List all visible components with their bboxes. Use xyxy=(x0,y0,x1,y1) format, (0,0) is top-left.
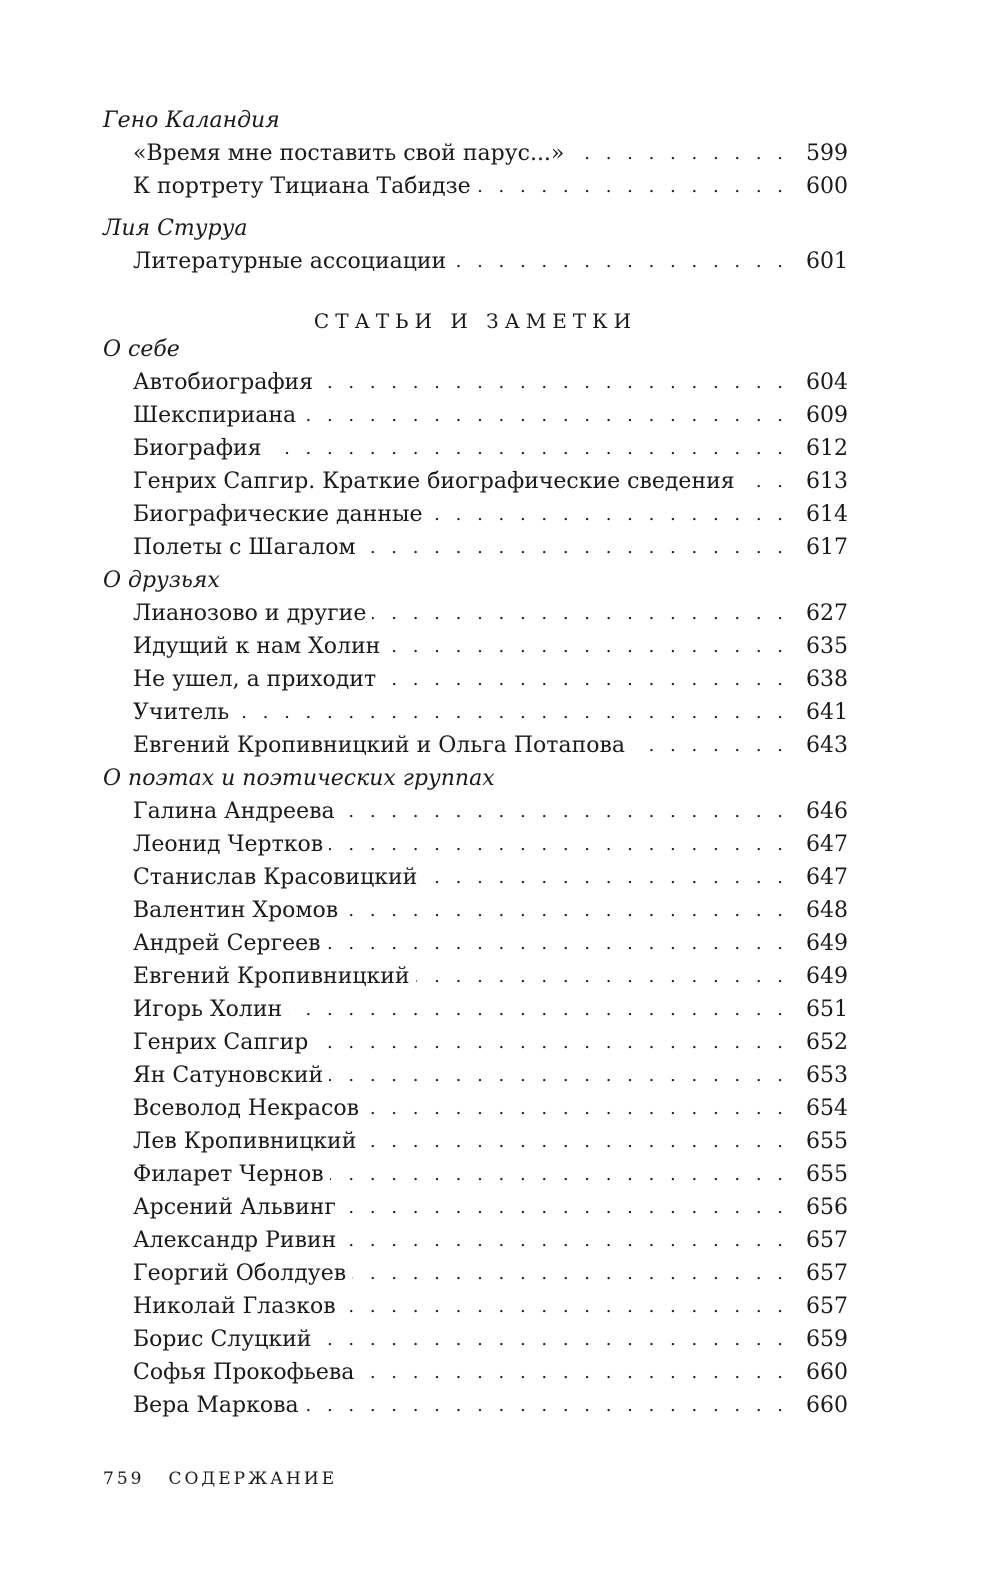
toc-entry[interactable] xyxy=(103,170,848,203)
entry-page-number: 600 xyxy=(806,174,848,199)
toc-entry[interactable] xyxy=(103,1059,848,1092)
entry-page-number: 654 xyxy=(806,1096,848,1121)
toc-entry[interactable] xyxy=(103,432,848,465)
entry-title: Шекспириана xyxy=(133,399,302,432)
entry-page-number: 655 xyxy=(806,1162,848,1187)
entry-title: Учитель xyxy=(133,696,235,729)
entry-page-number: 617 xyxy=(806,535,848,560)
entry-page-number: 649 xyxy=(806,931,848,956)
toc-entry[interactable] xyxy=(103,927,848,960)
entry-page-number: 613 xyxy=(806,469,848,494)
entry-title: Евгений Кропивницкий и Ольга Потапова xyxy=(133,729,631,762)
entry-title: Литературные ассоциации xyxy=(133,245,452,278)
toc-entry[interactable] xyxy=(103,696,848,729)
entry-title: Николай Глазков xyxy=(133,1290,342,1323)
toc-entry[interactable] xyxy=(103,137,848,170)
toc-entry[interactable] xyxy=(103,1092,848,1125)
entry-page-number: 648 xyxy=(806,898,848,923)
entry-page-number: 647 xyxy=(806,832,848,857)
entry-title: Галина Андреева xyxy=(133,795,341,828)
entry-page-number: 609 xyxy=(806,403,848,428)
contents-group xyxy=(103,212,848,278)
entry-title: Биография xyxy=(133,432,268,465)
entry-page-number: 657 xyxy=(806,1228,848,1253)
subsection-heading: О поэтах и поэтических группах xyxy=(103,766,495,791)
toc-entry[interactable] xyxy=(103,663,848,696)
entry-title: Идущий к нам Холин xyxy=(133,630,386,663)
entry-title: Генрих Сапгир. Краткие биографические сведения xyxy=(133,465,741,498)
subsection-heading: О себе xyxy=(103,337,180,362)
entry-page-number: 651 xyxy=(806,997,848,1022)
toc-entry[interactable] xyxy=(103,366,848,399)
entry-title: Автобиография xyxy=(133,366,319,399)
toc-entry[interactable] xyxy=(103,1257,848,1290)
entry-page-number: 646 xyxy=(806,799,848,824)
entry-title: Георгий Оболдуев xyxy=(133,1257,352,1290)
entry-page-number: 649 xyxy=(806,964,848,989)
toc-entry[interactable] xyxy=(103,531,848,564)
entry-page-number: 656 xyxy=(806,1195,848,1220)
toc-entry[interactable] xyxy=(103,498,848,531)
entry-title: Андрей Сергеев xyxy=(133,927,327,960)
toc-entry[interactable] xyxy=(103,1158,848,1191)
entry-page-number: 659 xyxy=(806,1327,848,1352)
entry-page-number: 614 xyxy=(806,502,848,527)
entry-page-number: 599 xyxy=(806,141,848,166)
toc-entry[interactable] xyxy=(103,861,848,894)
toc-entry[interactable] xyxy=(103,1356,848,1389)
toc-entry[interactable] xyxy=(103,1389,848,1422)
entry-page-number: 652 xyxy=(806,1030,848,1055)
entry-page-number: 660 xyxy=(806,1360,848,1385)
entry-title: Станислав Красовицкий xyxy=(133,861,423,894)
entry-page-number: 653 xyxy=(806,1063,848,1088)
toc-entry[interactable] xyxy=(103,828,848,861)
entry-page-number: 657 xyxy=(806,1261,848,1286)
section-heading: СТАТЬИ И ЗАМЕТКИ xyxy=(313,309,638,333)
toc-entry[interactable] xyxy=(103,597,848,630)
toc-entry[interactable] xyxy=(103,1224,848,1257)
entry-page-number: 604 xyxy=(806,370,848,395)
entry-title: Софья Прокофьева xyxy=(133,1356,360,1389)
entry-page-number: 655 xyxy=(806,1129,848,1154)
entry-title: Александр Ривин xyxy=(133,1224,342,1257)
entry-page-number: 647 xyxy=(806,865,848,890)
toc-entry[interactable] xyxy=(103,894,848,927)
entry-page-number: 601 xyxy=(806,249,848,274)
toc-entry[interactable] xyxy=(103,630,848,663)
entry-page-number: 660 xyxy=(806,1393,848,1418)
entry-title: «Время мне поставить свой парус...» xyxy=(133,137,570,170)
entry-title: Генрих Сапгир xyxy=(133,1026,314,1059)
contents-group xyxy=(103,104,848,203)
entry-title: Борис Слуцкий xyxy=(133,1323,317,1356)
entry-title: Вера Маркова xyxy=(133,1389,305,1422)
entry-title: Лев Кропивницкий xyxy=(133,1125,362,1158)
entry-title: Арсений Альвинг xyxy=(133,1191,342,1224)
entry-page-number: 638 xyxy=(806,667,848,692)
entry-title: Биографические данные xyxy=(133,498,429,531)
entry-title: Леонид Чертков xyxy=(133,828,329,861)
toc-entry[interactable] xyxy=(103,1290,848,1323)
toc-entry[interactable] xyxy=(103,1125,848,1158)
entry-title: Лианозово и другие xyxy=(133,597,372,630)
page-footer xyxy=(103,1467,337,1491)
running-head: СОДЕРЖАНИЕ xyxy=(168,1469,338,1489)
entry-title: Всеволод Некрасов xyxy=(133,1092,365,1125)
toc-entry[interactable] xyxy=(103,729,848,762)
entry-page-number: 657 xyxy=(806,1294,848,1319)
entry-page-number: 643 xyxy=(806,733,848,758)
toc-entry[interactable] xyxy=(103,1026,848,1059)
author-name: Лия Стуруа xyxy=(103,216,248,241)
entry-page-number: 635 xyxy=(806,634,848,659)
author-name: Гено Каландия xyxy=(103,108,280,133)
toc-entry[interactable] xyxy=(103,465,848,498)
toc-entry[interactable] xyxy=(103,960,848,993)
entry-title: Евгений Кропивницкий xyxy=(133,960,416,993)
entry-page-number: 612 xyxy=(806,436,848,461)
entry-title: Валентин Хромов xyxy=(133,894,344,927)
subsection-heading: О друзьях xyxy=(103,568,220,593)
entry-title: Ян Сатуновский xyxy=(133,1059,329,1092)
entry-page-number: 627 xyxy=(806,601,848,626)
entry-title: Филарет Чернов xyxy=(133,1158,330,1191)
page-number: 759 xyxy=(103,1469,145,1489)
entry-title: Игорь Холин xyxy=(133,993,288,1026)
entry-page-number: 641 xyxy=(806,700,848,725)
toc-entry[interactable] xyxy=(103,245,848,278)
toc-entry[interactable] xyxy=(103,993,848,1026)
section-groups xyxy=(103,333,848,1422)
entry-title: К портрету Тициана Табидзе xyxy=(133,170,477,203)
toc-entry[interactable] xyxy=(103,1323,848,1356)
entry-title: Полеты с Шагалом xyxy=(133,531,362,564)
toc-entry[interactable] xyxy=(103,795,848,828)
entry-title: Не ушел, а приходит xyxy=(133,663,382,696)
toc-entry[interactable] xyxy=(103,399,848,432)
toc-entry[interactable] xyxy=(103,1191,848,1224)
